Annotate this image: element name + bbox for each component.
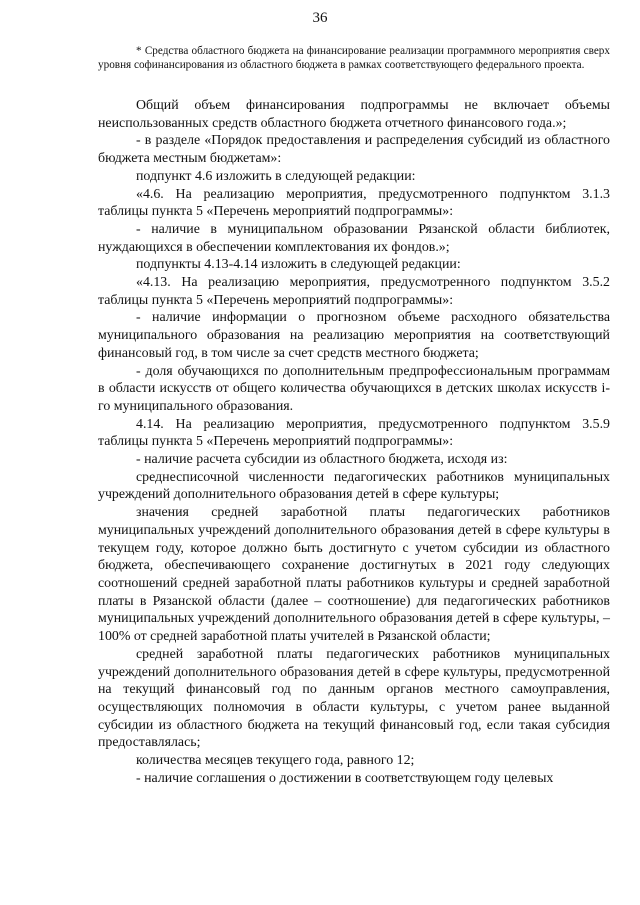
paragraph-clause-4-14-criterion-1: - наличие расчета субсидии из областного бюджета, исходя из: — [136, 452, 508, 468]
paragraph-clause-4-6: «4.6. На реализацию мероприятия, предусмотренного подпунктом 3.1.3 таблицы пункта 5 «Перечень мероприятий подпрограммы»: — [98, 186, 610, 220]
document-body — [98, 93, 610, 787]
footnote — [98, 44, 610, 72]
paragraph-clause-4-14: 4.14. На реализацию мероприятия, предусмотренного подпунктом 3.5.9 таблицы пункта 5 «Перечень мероприятий подпрограммы»: — [98, 416, 610, 450]
paragraph-financing-note: Общий объем финансирования подпрограммы не включает объемы неиспользованных средств областного бюджета отчетного финансового года.»; — [98, 98, 610, 131]
footnote-text: * Средства областного бюджета на финансирование реализации программного мероприятия сверх уровня софинансирования из областного бюджета в рамках соответствующего федерального проекта. — [98, 45, 610, 71]
paragraph-subclause-4-6-intro: подпункт 4.6 изложить в следующей редакции: — [136, 168, 416, 184]
paragraph-section-amendment: - в разделе «Порядок предоставления и распределения субсидий из областного бюджета местным бюджетам»: — [98, 133, 610, 167]
paragraph-salary-planned: средней заработной платы педагогических работников муниципальных учреждений дополнительного образования детей в сфере культуры, предусмотренной на текущий финансовый год по данным органов местного самоуправления, осуществляющих полномочия в области культуры, с учетом ранее выданной субсидии из областного бюджета на текущий финансовый год, если такая субсидия предоставлялась; — [98, 646, 610, 751]
paragraph-clause-4-13: «4.13. На реализацию мероприятия, предусмотренного подпунктом 3.5.2 таблицы пункта 5 «Перечень мероприятий подпрограммы»: — [98, 275, 610, 308]
paragraph-clause-4-6-criterion: - наличие в муниципальном образовании Рязанской области библиотек, нуждающихся в обеспечении комплектования их фондов.»; — [98, 221, 610, 255]
paragraph-months: количества месяцев текущего года, равного 12; — [136, 753, 415, 769]
page-number: 36 — [312, 10, 328, 26]
paragraph-headcount: среднесписочной численности педагогических работников муниципальных учреждений дополнительного образования детей в сфере культуры; — [98, 469, 610, 503]
paragraph-agreement: - наличие соглашения о достижении в соответствующем году целевых — [136, 770, 554, 786]
paragraph-clause-4-13-criterion-1: - наличие информации о прогнозном объеме расходного обязательства муниципального образования на реализацию мероприятия на соответствующий финансовый год, в том числе за счет средств местного бюджета; — [98, 310, 610, 361]
paragraph-clause-4-13-criterion-2: - доля обучающихся по дополнительным предпрофессиональным программам в области искусств от общего количества обучающихся в детских школах искусств i-го муниципального образования. — [98, 363, 610, 414]
paragraph-subclauses-4-13-4-14-intro: подпункты 4.13-4.14 изложить в следующей редакции: — [136, 257, 461, 273]
paragraph-salary-target: значения средней заработной платы педагогических работников муниципальных учреждений дополнительного образования детей в сфере культуры в текущем году, которое должно быть достигнуто с учетом субсидии из областного бюджета, обеспечивающего сохранение достигнутых в 2021 году следующих соотношений средней заработной платы работников культуры и средней заработной платы в Рязанской области (далее – соотношение) для педагогических работников муниципальных учреждений дополнительного образования детей в сфере культуры, – 100% от средней заработной платы учителей в Рязанской области; — [98, 505, 610, 645]
